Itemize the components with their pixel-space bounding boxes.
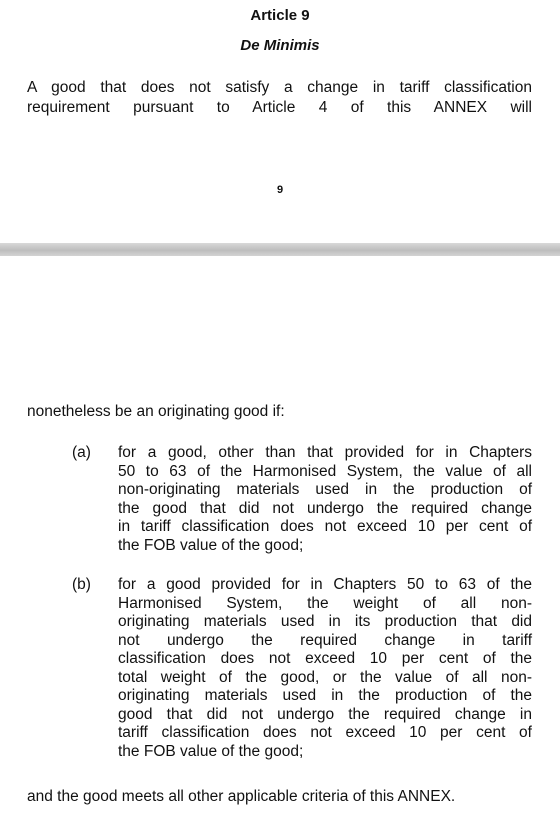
intro-line: A good that does not satisfy a change in tariff classification (27, 79, 532, 96)
list-item-line: for a good, other than that provided for in Chapters (118, 444, 532, 461)
list-item-line: originating materials used in the production of the (118, 687, 532, 704)
list-item-line: for a good provided for in Chapters 50 to 63 of the (118, 576, 532, 593)
article-subtitle: De Minimis (240, 37, 320, 54)
document-page-top (0, 0, 560, 243)
list-item-line: total weight of the good, or the value of all non- (118, 668, 532, 686)
list-item-b (72, 576, 532, 766)
list-item-line: good that did not undergo the required change in (118, 705, 532, 723)
list-item-line: in tariff classification does not exceed 10 per cent of (118, 518, 532, 535)
list-item-line: the FOB value of the good; (118, 742, 304, 760)
intro-paragraph (27, 78, 532, 118)
continuation-line: nonetheless be an originating good if: (27, 403, 285, 420)
list-item-marker: (b) (72, 576, 91, 593)
page-break-divider (0, 243, 560, 256)
list-item-line: 50 to 63 of the Harmonised System, the value of all (118, 462, 532, 480)
list-item-body (118, 576, 532, 761)
article-title: Article 9 (250, 7, 310, 24)
closing-text (27, 787, 532, 807)
list-item-marker: (a) (72, 444, 91, 461)
list-item-line: originating materials used in its production that did (118, 613, 532, 630)
list-item-line: non-originating materials used in the production of (118, 481, 532, 498)
list-item-line: the FOB value of the good; (118, 536, 304, 554)
list-item-body (118, 444, 532, 555)
list-item-line: classification does not exceed 10 per cent of the (118, 650, 532, 667)
list-item-line: not undergo the required change in tariff (118, 631, 532, 649)
continuation-text (27, 402, 532, 422)
list-item-line: the good that did not undergo the required change (118, 499, 532, 517)
list-item-a (72, 444, 532, 559)
list-item-line: Harmonised System, the weight of all non- (118, 594, 532, 612)
list-item-line: tariff classification does not exceed 10 per cent of (118, 724, 532, 741)
intro-line: requirement pursuant to Article 4 of this ANNEX will (27, 99, 532, 116)
closing-line: and the good meets all other applicable criteria of this ANNEX. (27, 788, 456, 805)
page-number: 9 (276, 184, 284, 196)
